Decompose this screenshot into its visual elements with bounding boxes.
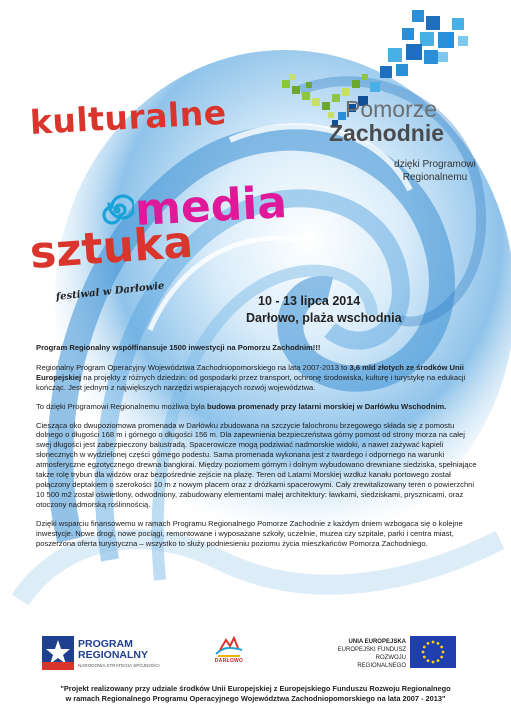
funding-footer [40,684,471,704]
eu-star [423,656,426,659]
eu-fund-text [328,638,406,670]
eu-line-3: ROZWOJU REGIONALNEGO [357,655,406,669]
eu-star [432,641,435,644]
p2-highlight: budowa promenady przy latarni morskiej w Darłówku Wschodnim. [206,401,447,411]
eu-flag-icon [410,636,456,668]
eu-star [427,659,430,662]
eu-star [427,642,430,645]
title-kulturalne: kulturalne [28,92,228,142]
title-media: media [133,177,289,236]
eu-star [440,656,443,659]
program-label: PROGRAM [78,638,133,650]
body-paragraph-2 [36,402,482,412]
program-regionalny-text [78,639,148,661]
eu-star [432,661,435,664]
thanks-line-2: Regionalnemu [402,172,468,183]
regionalny-label: REGIONALNY [78,649,149,661]
sponsor-thanks [380,158,490,184]
p2-start: To dzięki Programowi Regionalnemu możliwa była [36,401,207,411]
darlowo-label: DARŁOWO [214,658,244,664]
eu-line-1: UNIA EUROPEJSKA [348,639,406,645]
eu-star [422,651,425,654]
body-text [36,343,482,557]
p1-start: Regionalny Program Operacyjny Województwa Zachodniopomorskiego na lata 2007-2013 to [36,362,350,372]
event-dates: 10 - 13 lipca 2014 [258,294,361,308]
pomorze-label: Pomorze [345,96,438,122]
footer-line-2: w ramach Regionalnego Programu Operacyjnego Województwa Zachodniopomorskiego na lata 2007 - 2013" [65,694,446,703]
body-paragraph-3: Ciesząca oko dwupoziomowa promenada w Darłówku zbudowana na szczycie falochronu brzegowego składa się z pomostu dolnego o długości 168 m i górnego o długości 156 m. Dla zapewnienia bezpieczeństwa górny pomost od strony morza na całej swej długości jest zabezpieczony balustradą. Spacerowicze mogą podziwiać nadmorskie widoki, a nawet zażywać kąpieli słonecznych w wydzielonej części górnego podestu. Sama promenada wykonana jest z twardego i odpornego na warunki atmosferyczne egzotycznego drewna bangkirai. Między poziomem górnym i dolnym wybudowano drewniane siedziska, spełniające także rolę trybun dla widzów oraz bezpośrednie zejście na plażę. Teren od Latarni Morskiej wzdłuż kanału portowego został połączony deptakiem o szerokości 10 m z nowym placem oraz z dróżkami spacerowymi. Cały zrewitalizowany teren o powierzchni 10 500 m2 został oświetlony, odwodniony, zabudowany elementami małej architektury: ławkami, siedziskami, prysznicami, oraz otoczony nadmorską roślinnością. [36,420,477,509]
event-place: Darłowo, plaża wschodnia [246,311,402,325]
program-subtitle: NARODOWA STRATEGIA SPÓJNOŚCI [78,663,160,668]
festival-subtitle: festiwal w Darłowie [55,280,165,303]
eu-star [437,642,440,645]
event-info [246,293,402,327]
p1-end: na projekty z różnych dziedzin: od gospodarki przez transport, ochronę środowiska, kulturę i turystykę na edukacji kończąc. Jest jednym z największych narzędzi wspierających rozwój województwa. [36,372,466,392]
darlowo-emblem-icon [214,636,244,658]
body-paragraph-4: Dzięki wsparciu finansowemu w ramach Programu Regionalnego Pomorze Zachodnie z każdym dniem wzbogaca się o kolejne inwestycje. Nowe drogi, nowe pociągi, remontowane i wyposażane szkoły, uczelnie, muzea czy szpitale, parki i centra miast, poszerzona oferta turystyczna – wszystko to służy podniesieniu poziomu życia mieszkańców Pomorza Zachodniego. [36,518,463,548]
title-sztuka: sztuka [28,216,195,279]
program-regionalny-star-icon [42,636,74,670]
zachodnie-label: Zachodnie [329,120,445,146]
p1-highlight: 3,6 mld złotych ze środków Unii Europejskiej [36,362,464,382]
body-lead: Program Regionalny współfinansuje 1500 inwestycji na Pomorzu Zachodnim!!! [36,343,321,352]
thanks-line-1: dzięki Programowi [394,159,476,170]
darlowo-logo [207,636,251,672]
logo-bar [0,628,511,678]
body-paragraph-1 [36,363,482,393]
program-regionalny-logo [42,636,170,672]
eu-star [437,659,440,662]
eu-star [440,646,443,649]
eu-line-2: EUROPEJSKI FUNDUSZ [337,647,406,653]
eu-star [423,646,426,649]
footer-line-1: "Projekt realizowany przy udziale środków Unii Europejskiej z Europejskiego Funduszu Rozwoju Regionalnego [60,684,451,693]
eu-star [442,651,445,654]
pomorze-zachodnie-wordmark [329,96,445,146]
